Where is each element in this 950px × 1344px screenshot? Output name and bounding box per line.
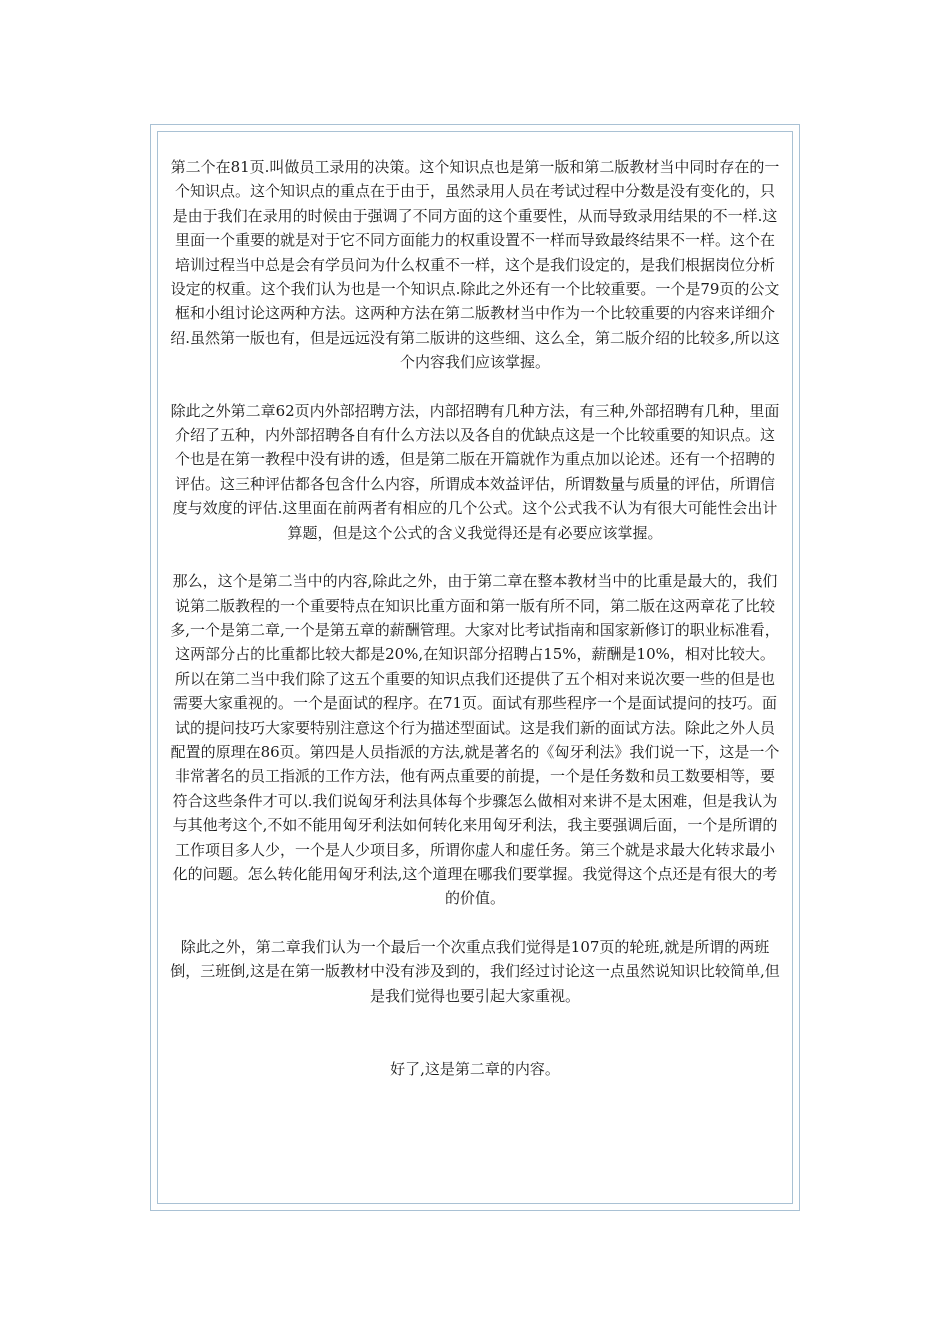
paragraph-shift-work: 除此之外，第二章我们认为一个最后一个次重点我们觉得是107页的轮班,就是所谓的两班倒，三班倒,这是在第一版教材中没有涉及到的，我们经过讨论这一点虽然说知识比较简单,但是我们觉得也要引起大家重视。 bbox=[170, 937, 780, 1005]
paragraph-spacer bbox=[168, 1008, 782, 1057]
paragraph-closing: 好了,这是第二章的内容。 bbox=[390, 1060, 560, 1078]
paragraph-hiring-decision: 第二个在81页.叫做员工录用的决策。这个知识点也是第一版和第二版教材当中同时存在的一个知识点。这个知识点的重点在于由于，虽然录用人员在考试过程中分数是没有变化的，只是由于我们在录用的时候由于强调了不同方面的这个重要性，从而导致录用结果的不一样.这里面一个重要的就是对于它不同方面能力的权重设置不一样而导致最终结果不一样。这个在培训过程当中总是会有学员问为什么权重不一样，这个是我们设定的，是我们根据岗位分析设定的权重。这个我们认为也是一个知识点.除此之外还有一个比较重要。一个是79页的公文框和小组讨论这两种方法。这两种方法在第二版教材当中作为一个比较重要的内容来详细介绍.虽然第一版也有，但是远远没有第二版讲的这些细、这么全，第二版介绍的比较多,所以这个内容我们应该掌握。 bbox=[170, 158, 780, 372]
document-body bbox=[168, 155, 782, 1081]
paragraph-spacer bbox=[168, 911, 782, 935]
paragraph-chapter-two-weighting: 那么，这个是第二当中的内容,除此之外，由于第二章在整本教材当中的比重是最大的，我们说第二版教程的一个重要特点在知识比重方面和第一版有所不同，第二版在这两章花了比较多,一个是第二章,一个是第五章的薪酬管理。大家对比考试指南和国家新修订的职业标准看，这两部分占的比重都比较大都是20%,在知识部分招聘占15%，薪酬是10%，相对比较大。所以在第二当中我们除了这五个重要的知识点我们还提供了五个相对来说次要一些的但是也需要大家重视的。一个是面试的程序。在71页。面试有那些程序一个是面试提问的技巧。面试的提问技巧大家要特别注意这个行为描述型面试。这是我们新的面试方法。除此之外人员配置的原理在86页。第四是人员指派的方法,就是著名的《匈牙利法》我们说一下，这是一个非常著名的员工指派的工作方法，他有两点重要的前提，一个是任务数和员工数要相等，要符合这些条件才可以.我们说匈牙利法具体每个步骤怎么做相对来讲不是太困难，但是我认为与其他考这个,不如不能用匈牙利法如何转化来用匈牙利法，我主要强调后面，一个是所谓的工作项目多人少，一个是人少项目多，所谓你虚人和虚任务。第三个就是求最大化转求最小化的问题。怎么转化能用匈牙利法,这个道理在哪我们要掌握。我觉得这个点还是有很大的考的价值。 bbox=[170, 572, 780, 908]
paragraph-recruitment-methods: 除此之外第二章62页内外部招聘方法，内部招聘有几种方法，有三种,外部招聘有几种，里面介绍了五种，内外部招聘各自有什么方法以及各自的优缺点这是一个比较重要的知识点。这个也是在第一教程中没有讲的透，但是第二版在开篇就作为重点加以论述。还有一个招聘的评估。这三种评估都各包含什么内容，所谓成本效益评估，所谓数量与质量的评估，所谓信度与效度的评估.这里面在前两者有相应的几个公式。这个公式我不认为有很大可能性会出计算题，但是这个公式的含义我觉得还是有必要应该掌握。 bbox=[170, 401, 780, 542]
paragraph-spacer bbox=[168, 545, 782, 569]
paragraph-spacer bbox=[168, 375, 782, 399]
